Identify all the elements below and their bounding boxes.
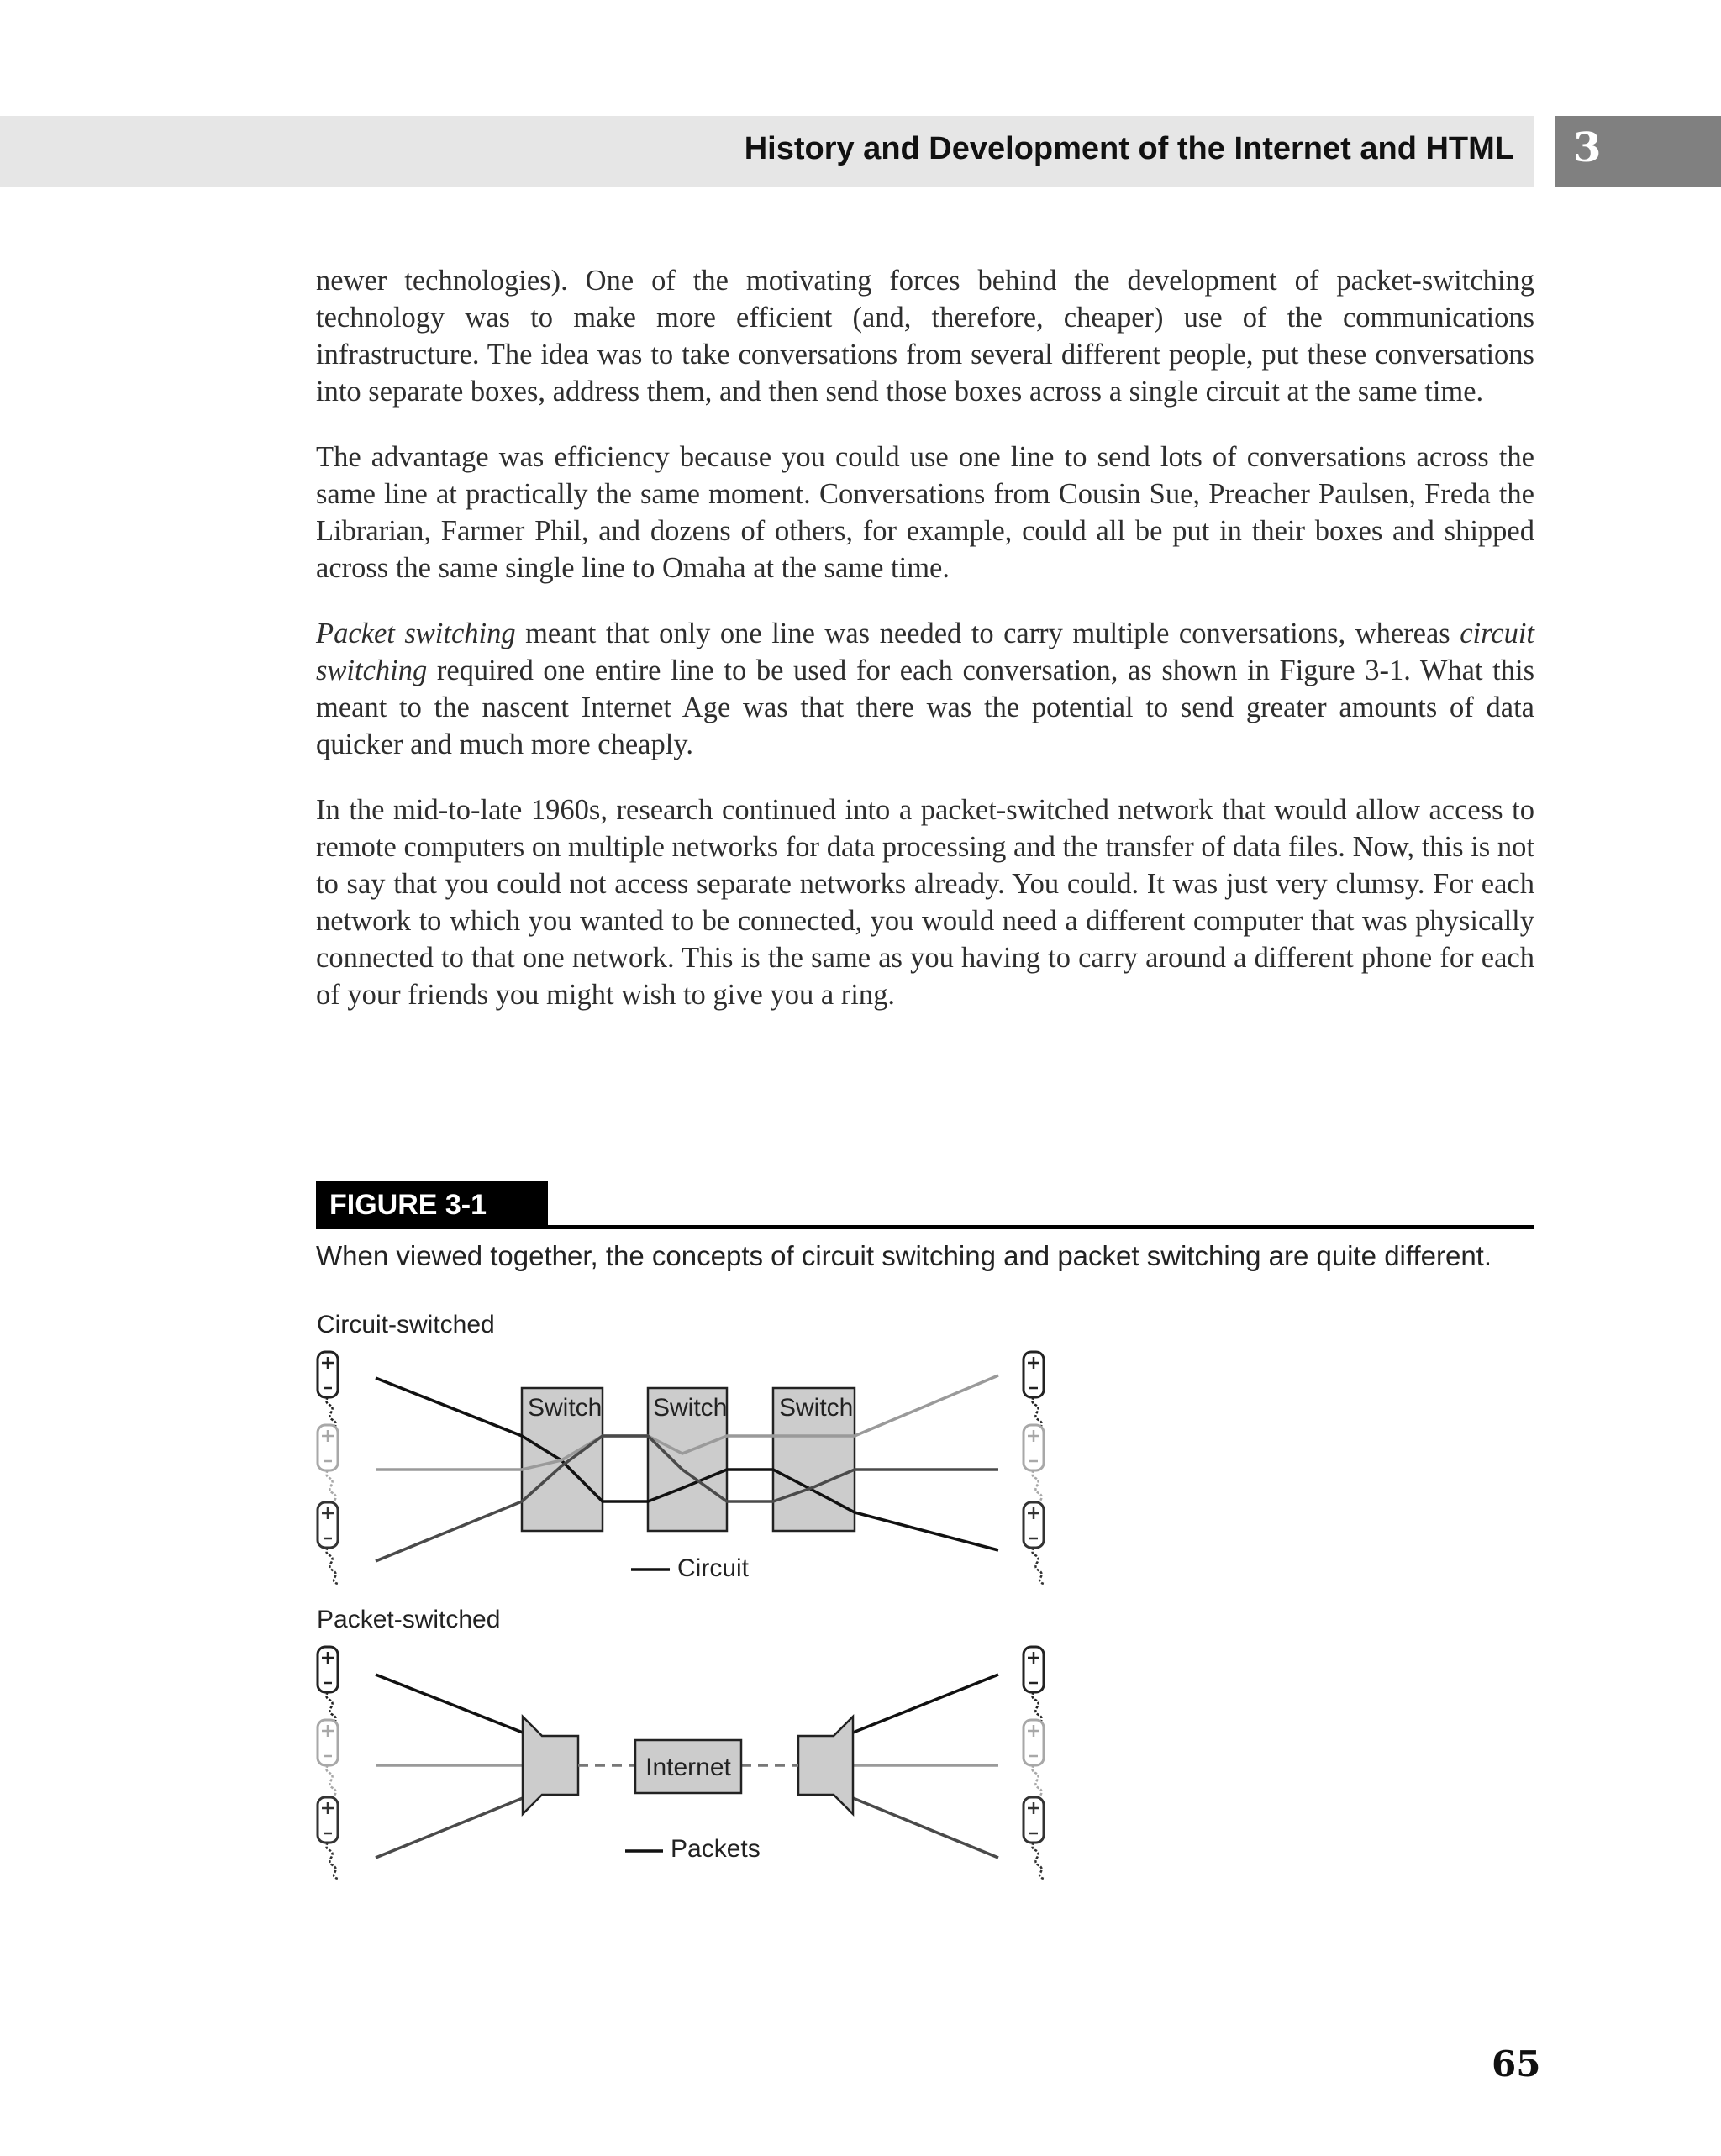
circuit-legend-label: Circuit [677,1554,750,1582]
figure-label: FIGURE 3-1 [329,1189,487,1221]
paragraph-2: The advantage was efficiency because you could use one line to send lots of conversations across the same line at practically the same moment. Conversations from Cousin Sue, Preacher Paulsen, Freda the Librarian, Farmer Phil, and dozens of others, for example, could all be put in their boxes and shipped across the same single line to Omaha at the same time. [316,441,1534,584]
circuit-left-phones [318,1352,338,1584]
running-header-title: History and Development of the Internet and HTML [744,131,1514,166]
phone-icon [1024,1797,1044,1879]
chapter-number: 3 [1573,124,1602,171]
packet-legend-label: Packets [671,1835,761,1863]
figure-caption: When viewed together, the concepts of circuit switching and packet switching are quite different. [316,1240,1492,1271]
phone-icon [318,1502,338,1584]
phone-icon [318,1797,338,1879]
paragraph-3-middle: meant that only one line was needed to carry multiple conversations, whereas [515,618,1460,649]
packet-left-phones [318,1647,338,1879]
paragraph-1: newer technologies). One of the motivating forces behind the development of packet-switching technology was to make more efficient (and, therefore, cheaper) use of the communications infrastructure. The idea was to take conversations from several different people, put these conversations into separate boxes, address them, and then send those boxes across a single circuit at the same time. [316,265,1534,408]
switch-label-2: Switch [653,1394,728,1422]
circuit-right-phones [1024,1352,1044,1584]
phone-icon [318,1425,338,1507]
term-packet-switching: Packet switching [316,618,516,649]
phone-icon [318,1647,338,1728]
packet-line-dark-left [376,1675,523,1733]
packet-right-phones [1024,1647,1044,1879]
packet-line-mid-right [853,1798,998,1858]
circuit-switched-title: Circuit-switched [317,1311,495,1338]
packet-line-mid-left [376,1798,523,1858]
switch-label-1: Switch [528,1394,603,1422]
multiplexer-right [798,1717,853,1814]
phone-icon [1024,1425,1044,1507]
paragraph-3-end: required one entire line to be used for each conversation, as shown in Figure 3-1. What this meant to the nascent Internet Age was that there was the potential to send greater amounts of data quicker and much more cheaply. [316,655,1534,760]
term-circuit-switching: circuit switching [316,618,1534,686]
switch-label-3: Switch [779,1394,854,1422]
phone-icon [1024,1720,1044,1801]
phone-icon [318,1720,338,1801]
phone-icon [1024,1502,1044,1584]
phone-icon [1024,1352,1044,1433]
phone-icon [318,1352,338,1433]
paragraph-4: In the mid-to-late 1960s, research continued into a packet-switched network that would allow access to remote computers on multiple networks for data processing and the transfer of data files. Now, this is not to say that you could not access separate networks already. You could. It was just very clumsy. For each network to which you wanted to be connected, you would need a different computer that was physically connected to that one network. This is the same as you having to carry around a different phone for each of your friends you might wish to give you a ring. [316,794,1534,1011]
internet-label: Internet [645,1754,731,1781]
multiplexer-left [523,1717,578,1814]
packet-line-dark-right [853,1675,998,1733]
packet-switched-title: Packet-switched [317,1606,501,1633]
phone-icon [1024,1647,1044,1728]
page-number: 65 [1492,2043,1541,2085]
